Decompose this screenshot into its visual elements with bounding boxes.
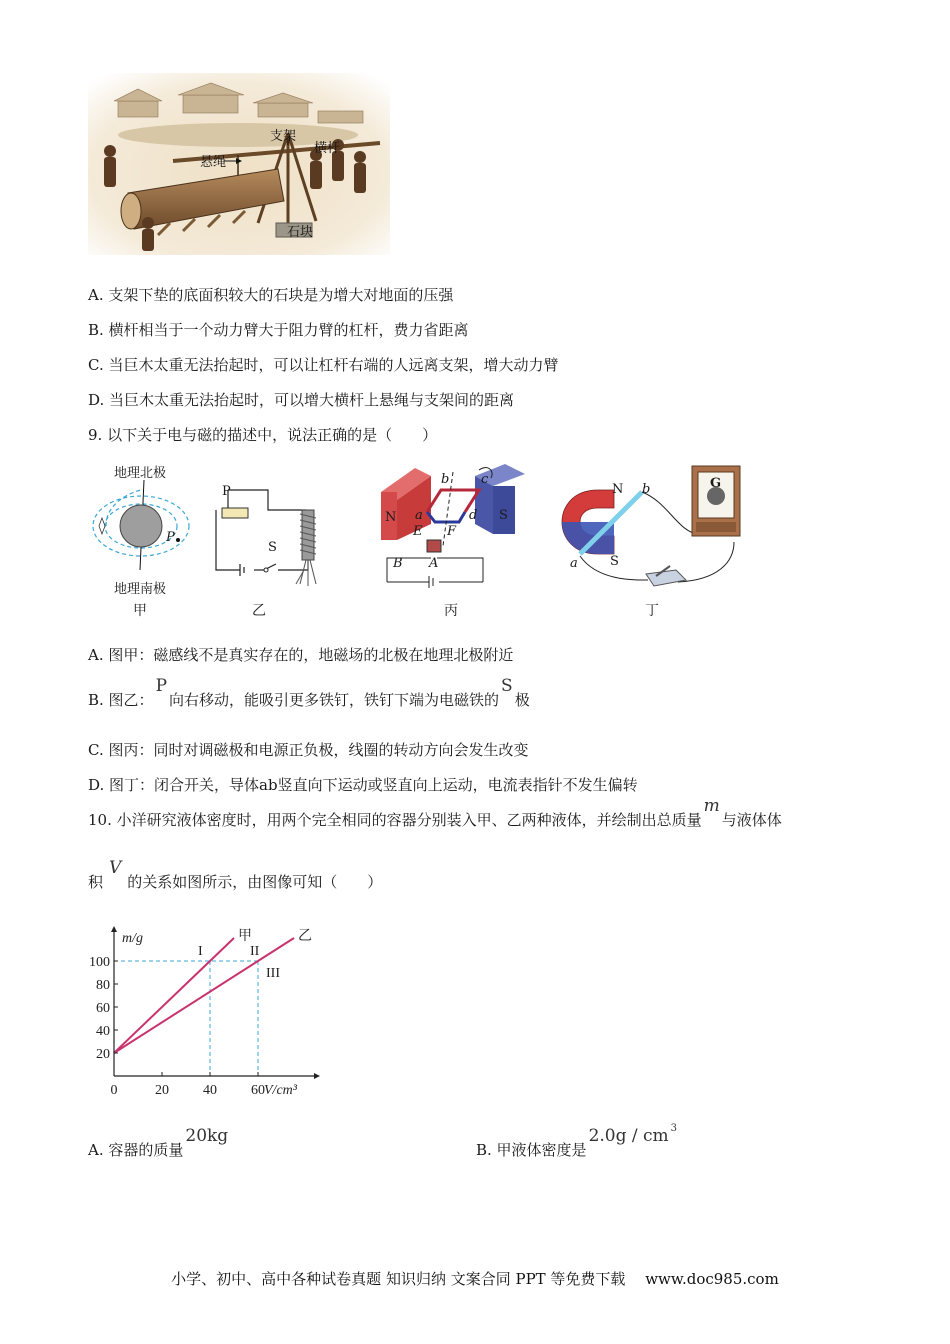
q8-option-d: D. 当巨木太重无法抬起时，可以增大横杆上悬绳与支架间的距离 <box>88 391 515 409</box>
label-yi-p: P <box>222 484 231 499</box>
q9-stem: 9. 以下关于电与磁的描述中，说法正确的是（ ） <box>88 426 438 444</box>
illustration-ancient-lever <box>88 73 390 255</box>
series-line-jia <box>114 938 234 1053</box>
y-axis-label: m/g <box>122 931 143 946</box>
annotation-label: I <box>198 944 203 959</box>
q10-option-b-value: 2.0g / cm <box>588 1126 669 1146</box>
label-bing-f: F <box>447 524 457 539</box>
label-bing-n: N <box>385 510 397 525</box>
label-bing-d: d <box>469 508 478 523</box>
q10-stem-part2: 与液体体 <box>721 811 782 829</box>
label-yi-s: S <box>268 540 277 555</box>
label-point-p: P <box>166 530 175 545</box>
label-geo-south: 地理南极 <box>114 582 167 597</box>
label-rope: 悬绳 <box>200 155 227 170</box>
ancient-lever-picture <box>88 73 390 255</box>
label-stone: 石块 <box>287 225 314 240</box>
q10-option-a-prefix: A. 容器的质量 <box>88 1141 184 1159</box>
q10-option-b <box>476 1123 678 1163</box>
caption-yi: 乙 <box>252 603 266 619</box>
q8-option-a: A. 支架下垫的底面积较大的石块是为增大对地面的压强 <box>88 286 454 304</box>
x-tick-label: 60 <box>251 1083 265 1098</box>
q10-option-a-value: 20kg <box>185 1126 229 1146</box>
x-tick-label: 20 <box>155 1083 169 1098</box>
q8-option-b: B. 横杆相当于一个动力臂大于阻力臂的杠杆，费力省距离 <box>88 321 469 339</box>
q9-option-b-p: P <box>155 676 168 696</box>
label-bing-b: b <box>441 472 450 487</box>
y-tick-label: 100 <box>89 955 110 970</box>
x-tick-label: 0 <box>110 1083 118 1098</box>
q10-stem-part1: 10. 小洋研究液体密度时，用两个完全相同的容器分别装入甲、乙两种液体，并绘制出总质量 <box>88 811 702 829</box>
y-tick-label: 80 <box>96 978 110 993</box>
label-bing-a: a <box>415 508 423 523</box>
label-support: 支架 <box>270 129 297 144</box>
label-ding-n: N <box>612 482 624 497</box>
x-tick-label: 40 <box>203 1083 217 1098</box>
figure-jia <box>86 460 196 620</box>
label-bing-aa: A <box>429 556 439 571</box>
x-axis-arrow <box>314 1073 320 1079</box>
label-crossbar: 横杆 <box>314 141 341 156</box>
q9-option-a: A. 图甲：磁感线不是真实存在的，地磁场的北极在地理北极附近 <box>88 646 514 664</box>
y-tick-label: 20 <box>96 1047 110 1062</box>
y-tick-label: 60 <box>96 1001 110 1016</box>
series-name-label: 甲 <box>238 929 252 944</box>
mass-volume-chart-svg <box>80 908 330 1103</box>
label-ding-g: G <box>710 476 722 491</box>
caption-ding: 丁 <box>645 603 659 619</box>
q10-stem-part3: 积 <box>88 873 104 891</box>
q10-option-a <box>88 1126 230 1160</box>
y-tick-label: 40 <box>96 1024 110 1039</box>
q9-option-b-s: S <box>501 676 513 696</box>
label-ding-a: a <box>570 556 578 571</box>
q10-stem-m: m <box>703 796 720 816</box>
figure-ding <box>558 462 748 620</box>
label-ding-s: S <box>610 554 619 569</box>
q9-option-b-mid: 向右移动，能吸引更多铁钉，铁钉下端为电磁铁的 <box>169 691 500 709</box>
series-name-label: 乙 <box>298 929 312 944</box>
annotation-label: III <box>266 966 280 981</box>
series-line-yi <box>114 938 294 1053</box>
figure-bing <box>375 462 530 620</box>
q9-option-b-suffix: 极 <box>514 691 530 709</box>
q8-option-c: C. 当巨木太重无法抬起时，可以让杠杆右端的人远离支架，增大动力臂 <box>88 356 559 374</box>
page-footer: 小学、初中、高中各种试卷真题 知识归纳 文案合同 PPT 等免费下载 www.doc985.com <box>171 1270 779 1288</box>
q10-stem-line2 <box>88 858 383 892</box>
q10-option-b-exp: 3 <box>670 1123 678 1134</box>
q9-option-b-prefix: B. 图乙： <box>88 691 154 709</box>
caption-jia: 甲 <box>133 603 147 619</box>
label-bing-s: S <box>499 508 508 523</box>
label-geo-north: 地理北极 <box>114 466 167 481</box>
q9-option-d: D. 图丁：闭合开关，导体ab竖直向下运动或竖直向上运动，电流表指针不发生偏转 <box>88 776 638 794</box>
y-axis-arrow <box>111 926 117 932</box>
q10-stem-v: V <box>109 858 122 878</box>
q10-stem-line1 <box>88 796 782 830</box>
label-ding-b: b <box>642 482 651 497</box>
figure-yi <box>210 480 325 620</box>
label-bing-e: E <box>413 524 423 539</box>
label-bing-c: c <box>481 472 489 487</box>
label-bing-bb: B <box>393 556 403 571</box>
mass-volume-chart <box>80 908 330 1103</box>
annotation-label: II <box>250 944 260 959</box>
q9-option-b <box>88 676 530 710</box>
q10-option-b-prefix: B. 甲液体密度是 <box>476 1141 587 1159</box>
x-axis-label: V/cm³ <box>264 1083 297 1098</box>
q10-stem-part4: 的关系如图所示，由图像可知（ ） <box>127 873 383 891</box>
q9-option-c: C. 图丙：同时对调磁极和电源正负极，线圈的转动方向会发生改变 <box>88 741 529 759</box>
caption-bing: 丙 <box>444 603 458 619</box>
